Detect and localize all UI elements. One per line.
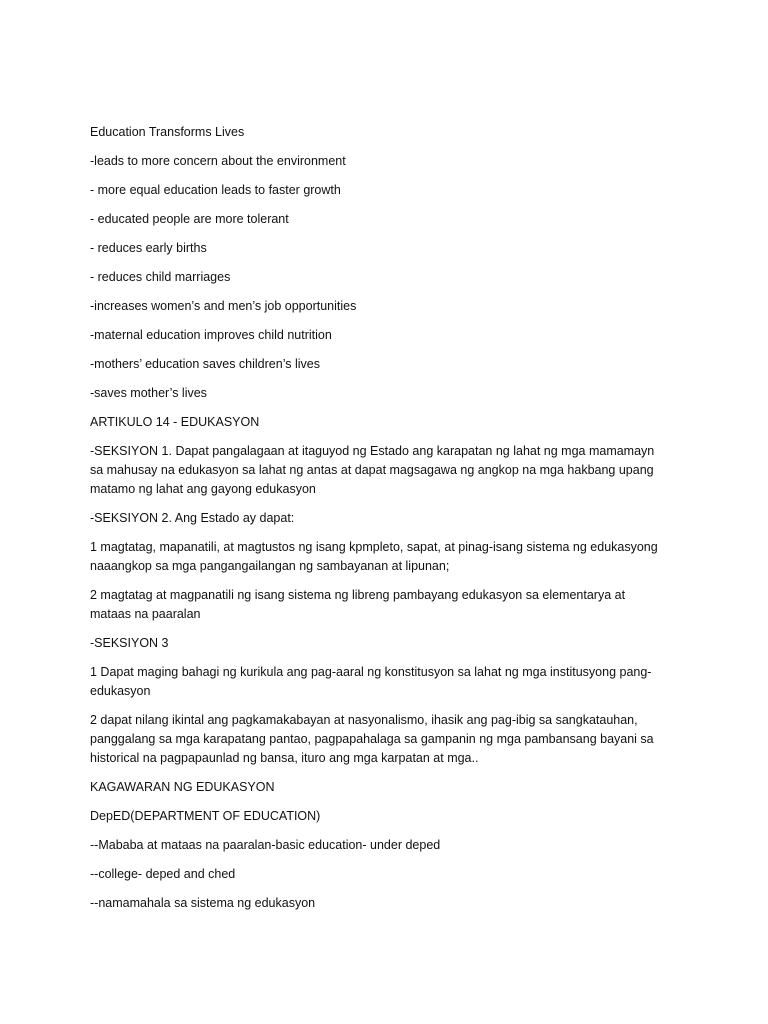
- bullet-line: -maternal education improves child nutrition: [90, 328, 332, 342]
- doc-title: Education Transforms Lives: [90, 125, 245, 139]
- bullet-line: - more equal education leads to faster growth: [90, 183, 341, 197]
- section-heading: ARTIKULO 14 - EDUKASYON: [90, 415, 260, 429]
- bullet-line: --Mababa at mataas na paaralan-basic education- under deped: [90, 838, 441, 852]
- paragraph: 2 magtatag at magpanatili ng isang sistema ng libreng pambayang edukasyon sa elementarya at mataas na paaralan: [90, 588, 629, 621]
- bullet-line: -increases women’s and men’s job opportunities: [90, 299, 357, 313]
- bullet-line: -saves mother’s lives: [90, 386, 207, 400]
- bullet-line: - reduces early births: [90, 241, 207, 255]
- paragraph: -SEKSIYON 3: [90, 636, 169, 650]
- paragraph: 2 dapat nilang ikintal ang pagkamakabayan at nasyonalismo, ihasik ang pag-ibig sa sangkatauhan, panggalang sa mga karapatang pantao, pagpapahalaga sa gampanin ng mga pambansang bayani sa historical na pagpapaunlad ng bansa, ituro ang mga karpatan at mga..: [90, 713, 658, 765]
- paragraph: 1 Dapat maging bahagi ng kurikula ang pag-aaral ng konstitusyon sa lahat ng mga institusyong pang-edukasyon: [90, 665, 652, 698]
- bullet-line: --college- deped and ched: [90, 867, 236, 881]
- bullet-line: -leads to more concern about the environment: [90, 154, 346, 168]
- paragraph: -SEKSIYON 2. Ang Estado ay dapat:: [90, 511, 295, 525]
- bullet-line: -mothers’ education saves children’s lives: [90, 357, 320, 371]
- paragraph: DepED(DEPARTMENT OF EDUCATION): [90, 809, 321, 823]
- section-heading: KAGAWARAN NG EDUKASYON: [90, 780, 275, 794]
- paragraph: -SEKSIYON 1. Dapat pangalagaan at itaguyod ng Estado ang karapatan ng lahat ng mga mamamayn sa mahusay na edukasyon sa lahat ng antas at dapat magsagawa ng angkop na mga hakbang upang matamo ng lahat ang gayong edukasyon: [90, 444, 658, 496]
- bullet-line: --namamahala sa sistema ng edukasyon: [90, 896, 316, 910]
- bullet-line: - educated people are more tolerant: [90, 212, 289, 226]
- bullet-line: - reduces child marriages: [90, 270, 231, 284]
- paragraph: 1 magtatag, mapanatili, at magtustos ng isang kpmpleto, sapat, at pinag-isang sistema ng edukasyong naaangkop sa mga pangangailangan ng sambayanan at lipunan;: [90, 540, 662, 573]
